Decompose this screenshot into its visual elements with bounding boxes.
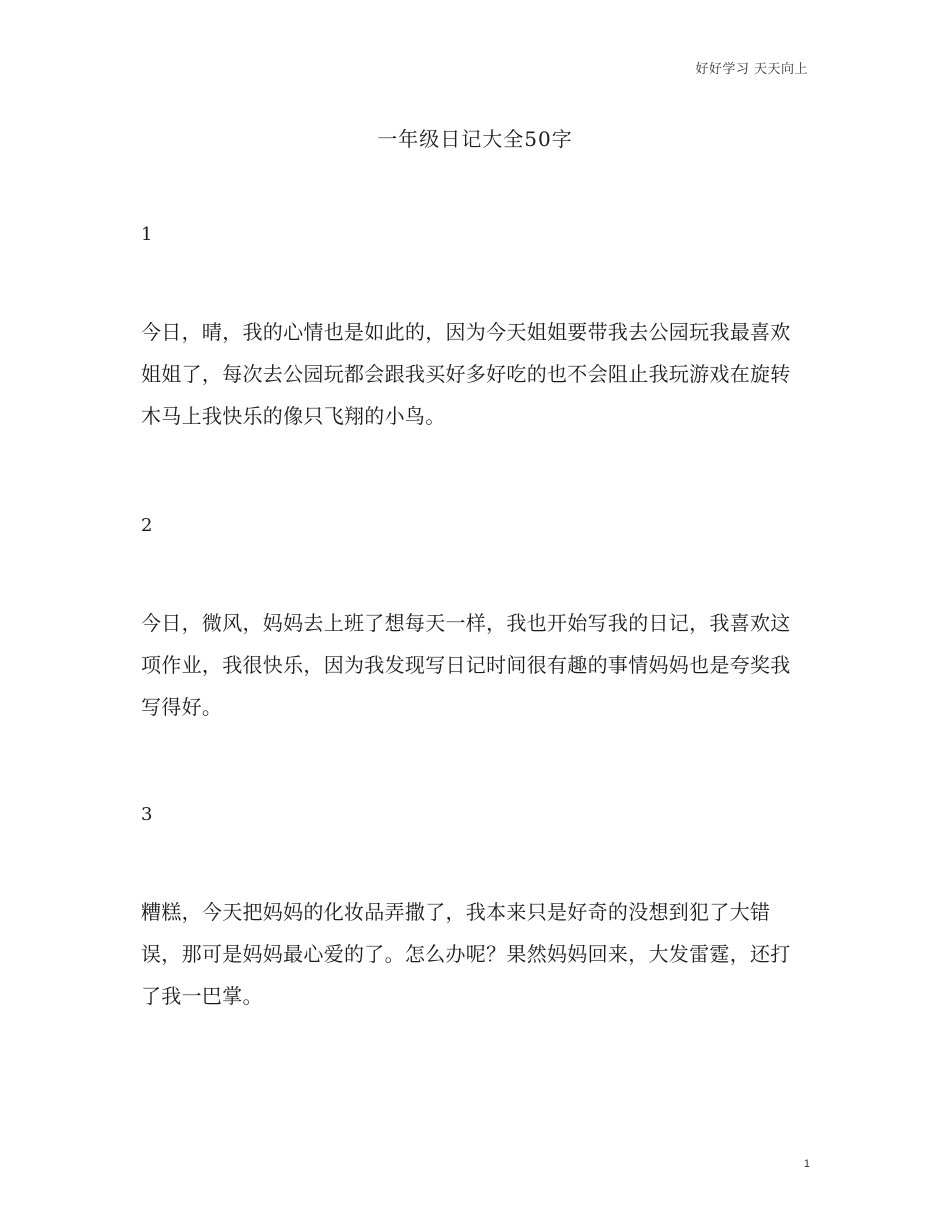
entry-number: 1 xyxy=(141,224,153,245)
entry-text: 今日，微风，妈妈去上班了想每天一样，我也开始写我的日记，我喜欢这项作业，我很快乐，因为我发现写日记时间很有趣的事情妈妈也是夸奖我写得好。 xyxy=(141,611,791,719)
entry-text: 今日，晴，我的心情也是如此的，因为今天姐姐要带我去公园玩我最喜欢姐姐了，每次去公园玩都会跟我买好多好吃的也不会阻止我玩游戏在旋转木马上我快乐的像只飞翔的小鸟。 xyxy=(141,320,791,428)
header-slogan: 好好学习 天天向上 xyxy=(695,62,808,77)
entry-number: 3 xyxy=(141,804,153,825)
entry-text: 糟糕，今天把妈妈的化妆品弄撒了，我本来只是好奇的没想到犯了大错误，那可是妈妈最心爱的了。怎么办呢？果然妈妈回来，大发雷霆，还打了我一巴掌。 xyxy=(141,900,791,1008)
page-number: 1 xyxy=(803,1158,810,1170)
page-title: 一年级日记大全50字 xyxy=(377,127,573,151)
entry-number: 2 xyxy=(141,515,153,536)
